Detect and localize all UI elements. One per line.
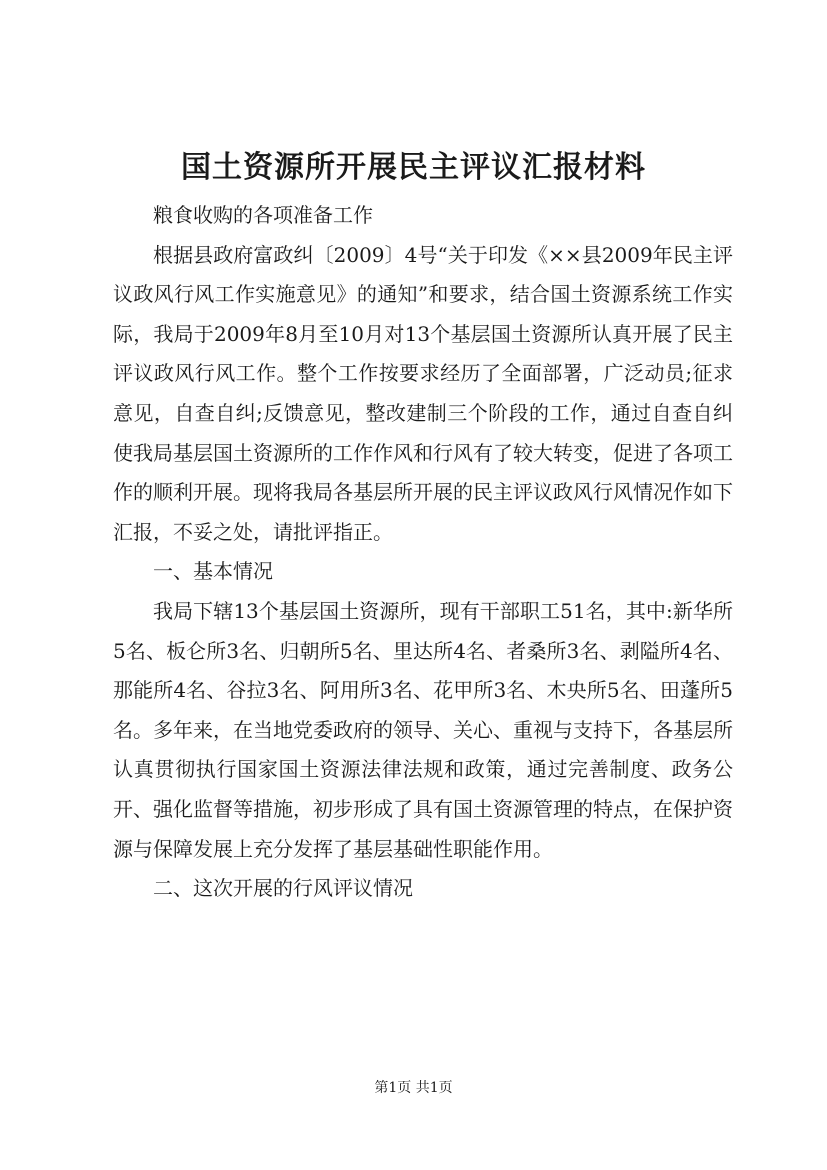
- paragraph-subtitle: 粮食收购的各项准备工作: [153, 203, 373, 227]
- paragraph-intro: 根据县政府富政纠〔2009〕4号“关于印发《××县2009年民主评议政风行风工作实施意见》的通知”和要求，结合国土资源系统工作实际，我局于2009年8月至10月对13个基层国土资源所认真开展了民主评议政风行风工作。整个工作按要求经历了全面部署，广泛动员;征求意见，自查自纠;反馈意见，整改建制三个阶段的工作，通过自查自纠使我局基层国土资源所的工作作风和行风有了较大转变，促进了各项工作的顺利开展。现将我局各基层所开展的民主评议政风行风情况作如下汇报，不妥之处，请批评指正。: [113, 242, 733, 544]
- section-heading-review: 二、这次开展的行风评议情况: [153, 876, 413, 901]
- document-body: [113, 196, 733, 909]
- document-title: 国土资源所开展民主评议汇报材料: [181, 150, 646, 185]
- section-heading-basic: 一、基本情况: [153, 559, 273, 584]
- paragraph-basic-situation: 我局下辖13个基层国土资源所，现有干部职工51名，其中:新华所5名、板仑所3名、归朝所5名、里达所4名、者桑所3名、剥隘所4名、那能所4名、谷拉3名、阿用所3名、花甲所3名、木央所5名、田蓬所5名。多年来，在当地党委政府的领导、关心、重视与支持下，各基层所认真贯彻执行国家国土资源法律法规和政策，通过完善制度、政务公开、强化监督等措施，初步形成了具有国土资源管理的特点，在保护资源与保障发展上充分发挥了基层基础性职能作用。: [113, 598, 733, 861]
- page-footer: 第1页 共1页: [374, 1080, 453, 1096]
